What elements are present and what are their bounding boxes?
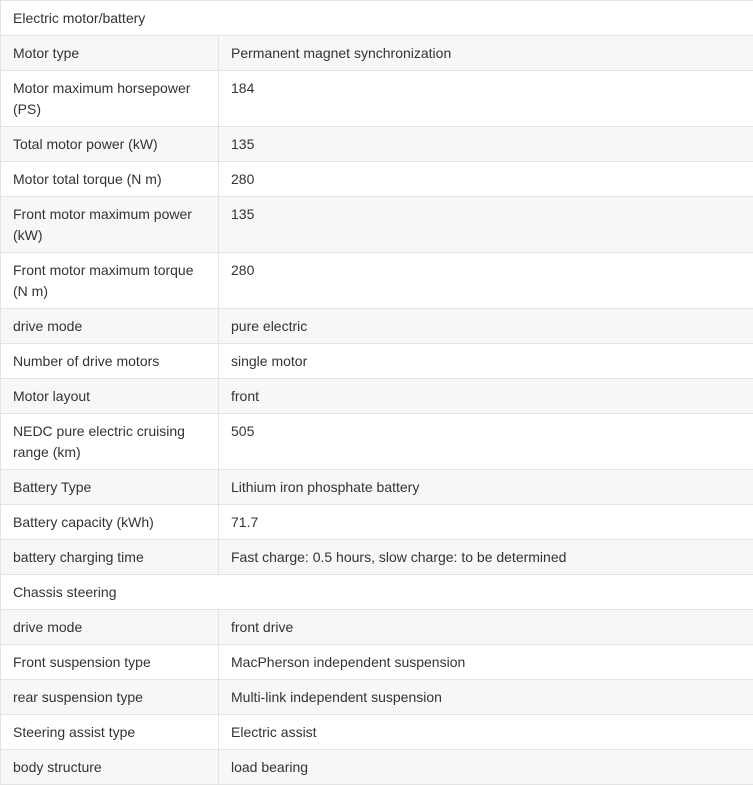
spec-value: MacPherson independent suspension xyxy=(219,645,753,680)
spec-label: Front motor maximum torque (N m) xyxy=(1,253,219,309)
spec-value: Multi-link independent suspension xyxy=(219,680,753,715)
spec-value: front xyxy=(219,379,753,414)
table-row xyxy=(1,645,753,680)
spec-label: NEDC pure electric cruising range (km) xyxy=(1,414,219,470)
spec-value: Lithium iron phosphate battery xyxy=(219,470,753,505)
table-row xyxy=(1,379,753,414)
spec-value: 135 xyxy=(219,197,753,253)
spec-value: 280 xyxy=(219,253,753,309)
spec-value: 505 xyxy=(219,414,753,470)
table-row xyxy=(1,470,753,505)
spec-label: battery charging time xyxy=(1,540,219,575)
spec-value: pure electric xyxy=(219,309,753,344)
spec-value: front drive xyxy=(219,610,753,645)
table-row xyxy=(1,344,753,379)
spec-value: 280 xyxy=(219,162,753,197)
table-row xyxy=(1,610,753,645)
spec-label: Motor layout xyxy=(1,379,219,414)
section-title: Electric motor/battery xyxy=(1,1,753,36)
section-header-electric-motor-battery xyxy=(1,1,753,36)
section-title: Chassis steering xyxy=(1,575,753,610)
table-row xyxy=(1,127,753,162)
table-row xyxy=(1,71,753,127)
spec-label: Front suspension type xyxy=(1,645,219,680)
table-row xyxy=(1,414,753,470)
spec-value: single motor xyxy=(219,344,753,379)
spec-label: Front motor maximum power (kW) xyxy=(1,197,219,253)
spec-value: load bearing xyxy=(219,750,753,785)
table-row xyxy=(1,680,753,715)
table-row xyxy=(1,540,753,575)
spec-value: 135 xyxy=(219,127,753,162)
table-row xyxy=(1,309,753,344)
table-row xyxy=(1,715,753,750)
table-row xyxy=(1,505,753,540)
spec-label: Motor type xyxy=(1,36,219,71)
spec-value: Permanent magnet synchronization xyxy=(219,36,753,71)
spec-label: Motor total torque (N m) xyxy=(1,162,219,197)
table-row xyxy=(1,162,753,197)
spec-label: Battery Type xyxy=(1,470,219,505)
spec-label: Total motor power (kW) xyxy=(1,127,219,162)
spec-label: rear suspension type xyxy=(1,680,219,715)
spec-label: drive mode xyxy=(1,610,219,645)
spec-value: 184 xyxy=(219,71,753,127)
table-row xyxy=(1,750,753,785)
spec-label: body structure xyxy=(1,750,219,785)
spec-label: Battery capacity (kWh) xyxy=(1,505,219,540)
spec-label: Steering assist type xyxy=(1,715,219,750)
table-row xyxy=(1,197,753,253)
spec-value: Electric assist xyxy=(219,715,753,750)
spec-value: Fast charge: 0.5 hours, slow charge: to be determined xyxy=(219,540,753,575)
spec-label: Motor maximum horsepower (PS) xyxy=(1,71,219,127)
table-row xyxy=(1,253,753,309)
spec-value: 71.7 xyxy=(219,505,753,540)
section-header-chassis-steering xyxy=(1,575,753,610)
table-row xyxy=(1,36,753,71)
spec-label: drive mode xyxy=(1,309,219,344)
spec-label: Number of drive motors xyxy=(1,344,219,379)
